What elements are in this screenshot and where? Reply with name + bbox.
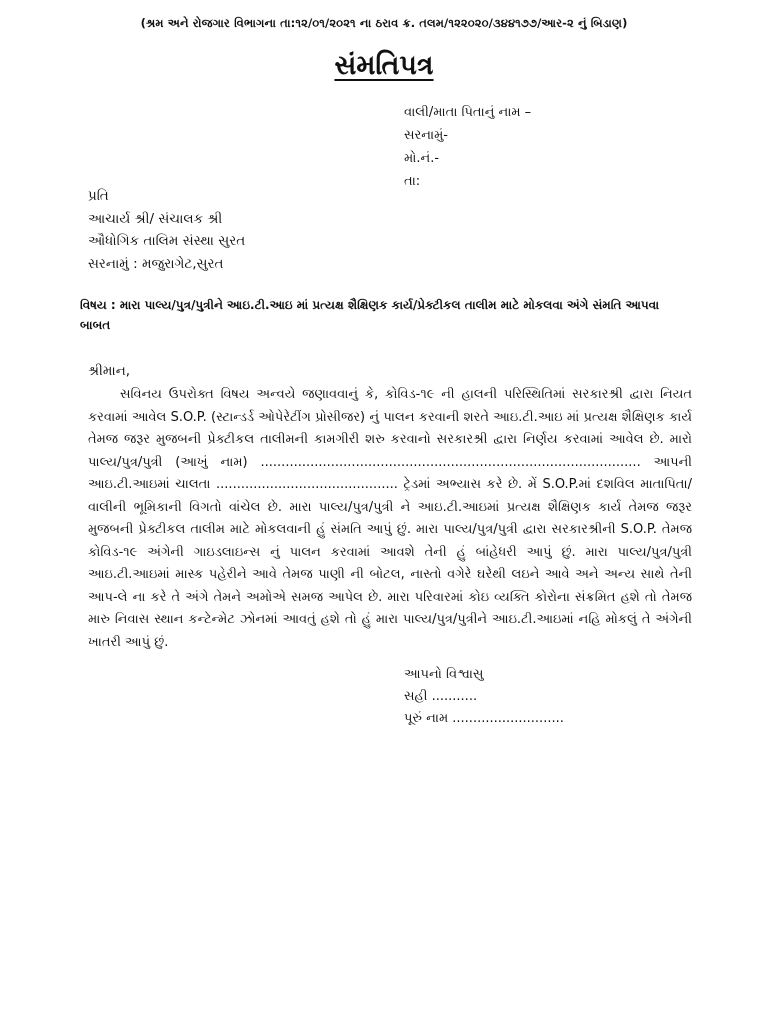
guardian-name-label: વાલી/માતા પિતાનું નામ – [404, 105, 532, 120]
yours-faithfully: આપનો વિશ્વાસુ [404, 667, 484, 682]
page-title: સંમતિપત્ર [334, 50, 434, 81]
mobile-label: મો.નં.- [404, 151, 440, 166]
date-label: તા: [404, 174, 421, 189]
recipient-institute: ઔધોગિક તાલિમ સંસ્થા સુરત [88, 233, 246, 249]
full-name-field: પૂરું નામ ........................... [404, 711, 564, 726]
resolution-reference: (શ્રમ અને રોજગાર વિભાગના તા:૧૨/૦૧/૨૦૨૧ ના ઠરાવ ક્ર. તલમ/૧૨૨૦૨૦/૩૪૪૧૭૭/આર-૨ નું બિડાણ) [140, 16, 628, 30]
recipient-designation: આચાર્ય શ્રી/ સંચાલક શ્રી [88, 210, 223, 227]
recipient-address: સરનામું : મજુરાગેટ,સુરત [88, 255, 224, 272]
subject-line: વિષય : મારા પાલ્ય/પુત્ર/પુત્રીને આઇ.ટી.આઇ માં પ્રત્યક્ષ શૈક્ષિણક કાર્ય/પ્રેક્ટીકલ તાલીમ માટે મોકલવા અંગે સંમતિ આપવા બાબત [80, 298, 660, 332]
salutation: શ્રીમાન, [88, 363, 131, 379]
recipient-to: પ્રતિ [88, 188, 109, 204]
recipient-block [88, 185, 245, 275]
closing-block [404, 664, 564, 730]
letter-body: સવિનય ઉપરોક્ત વિષય અન્વયે જણાવવાનું કે, કોવિડ-૧૯ ની હાલની પરિસ્થિતિમાં સરકારશ્રી દ્વારા નિયત કરવામાં આવેલ S.O.P. (સ્ટાન્ડર્ડ ઓપેરેટીંગ પ્રોસીજર) નું પાલન કરવાની શરતે આઇ.ટી.આઇ માં પ્રત્યક્ષ શૈક્ષિણક કાર્ય તેમજ જરૂર મુજબની પ્રેક્ટીકલ તાલીમની કામગીરી શરુ કરવાનો સરકારશ્રી દ્વારા નિર્ણય કરવામાં આવેલ છે. મારો પાલ્ય/પુત્ર/પુત્રી (આખું નામ) ............................................................................................ આપની આઇ.ટી.આઇમાં ચાલતા ............................................ ટ્રેડમાં અભ્યાસ કરે છે. મેં S.O.P.માં દશવિલ માતાપિતા/વાલીની ભૂમિકાની વિગતો વાંચેલ છે. મારા પાલ્ય/પુત્ર/પુત્રી ને આઇ.ટી.આઇમાં પ્રત્યક્ષ શૈક્ષિણક કાર્ય તેમજ જરૂર મુજબની પ્રેક્ટીકલ તાલીમ માટે મોકલવાની હું સંમતિ આપું છું. મારા પાલ્ય/પુત્ર/પુત્રી દ્વારા સરકારશ્રીની S.O.P. તેમજ કોવિડ-૧૯ અંગેની ગાઇડલાઇન્સ નું પાલન કરવામાં આવશે તેની હું બાંહેધરી આપું છું. મારા પાલ્ય/પુત્ર/પુત્રી આઇ.ટી.આઇમાં માસ્ક પહેરીને આવે તેમજ પાણી ની બોટલ, નાસ્તો વગેરે ઘરેથી લઇને આવે અને અન્ય સાથે તેની આપ-લે ના કરે તે અંગે તેમને અમોએ સમજ આપેલ છે. મારા પરિવારમાં કોઇ વ્યક્તિ કોરોના સંક્રમિત હશે તો તેમજ મારુ નિવાસ સ્થાન કન્ટેન્મેટ ઝોનમાં આવતું હશે તો હું મારા પાલ્ય/પુત્ર/પુત્રીને આઇ.ટી.આઇમાં નહિ મોકલું તે અંગેની ખાતરી આપું છું. [88, 387, 692, 650]
sender-block [404, 101, 531, 193]
address-label: સરનામું- [404, 128, 448, 143]
signature-field: સહી ........... [404, 689, 478, 704]
